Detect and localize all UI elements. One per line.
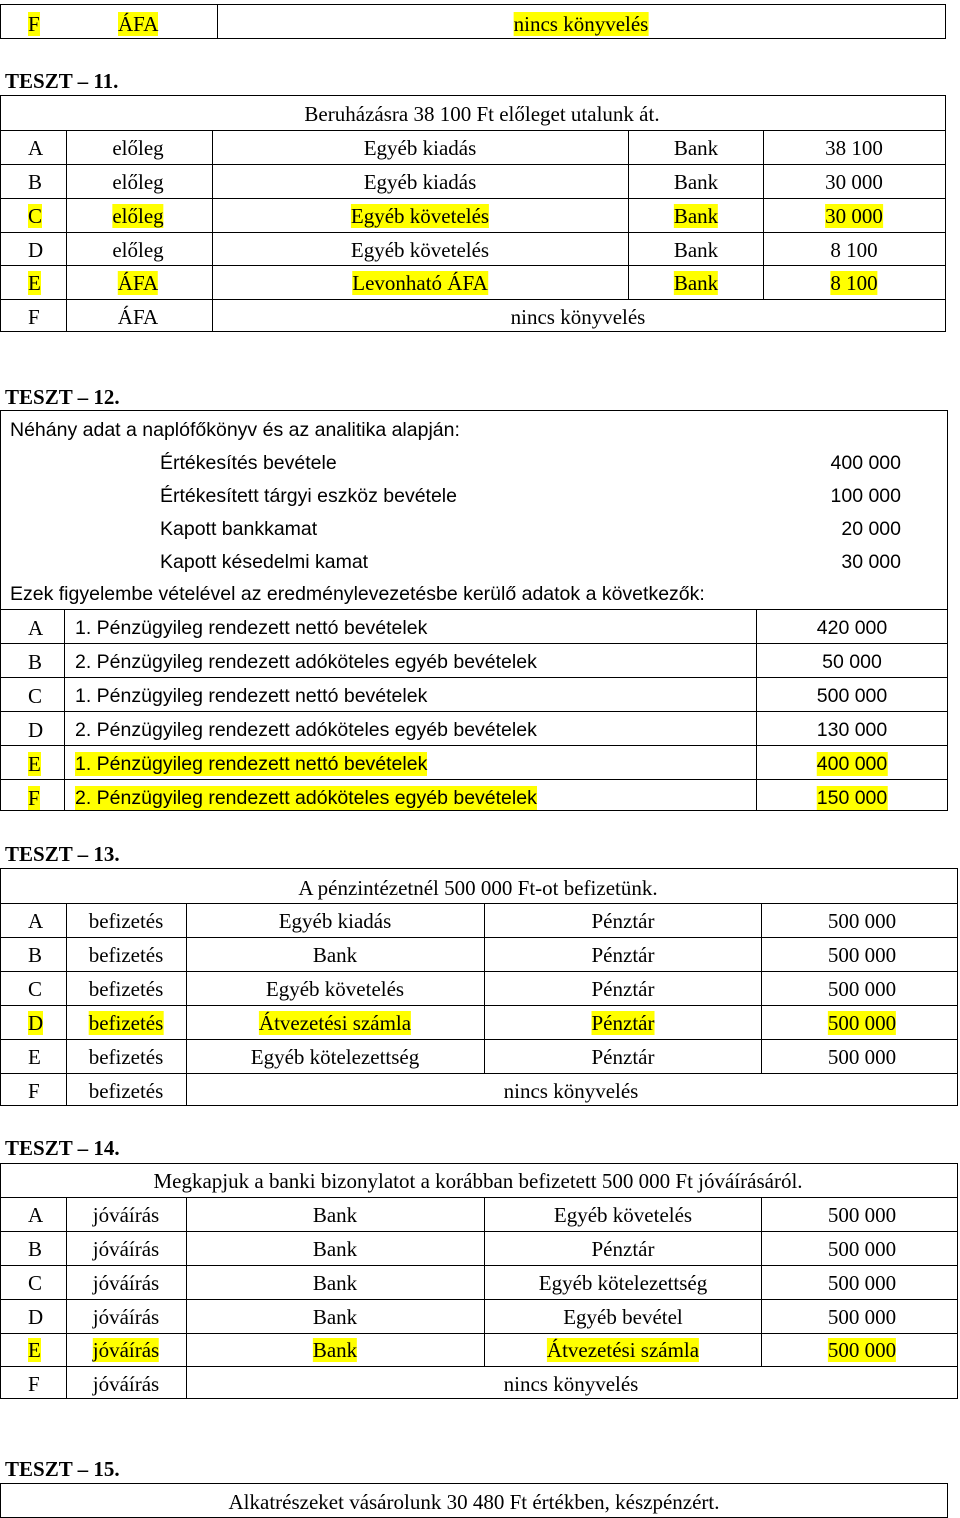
- row-line: [0, 971, 958, 972]
- test-14-title: TESZT – 14.: [5, 1136, 120, 1160]
- option-credit: Átvezetési számla: [546, 1338, 700, 1362]
- option-amount: 30 000: [825, 170, 883, 194]
- option-text: 1. Pénzügyileg rendezett nettó bevételek: [75, 617, 428, 639]
- option-debit: Bank: [312, 1338, 358, 1362]
- option-amount: 150 000: [816, 787, 888, 809]
- item-label: Értékesítés bevétele: [160, 452, 337, 474]
- option-amount: 38 100: [825, 136, 883, 160]
- option-amount: 8 100: [830, 271, 878, 295]
- option-debit: Egyéb kiadás: [363, 170, 477, 194]
- item-label: Értékesített tárgyi eszköz bevétele: [160, 485, 457, 507]
- option-letter: E: [28, 1045, 41, 1069]
- option-text: 2. Pénzügyileg rendezett adóköteles egyéb bevételek: [75, 719, 537, 741]
- option-letter: D: [28, 238, 44, 262]
- option-amount: 500 000: [827, 1305, 897, 1329]
- col-line: [761, 903, 762, 1073]
- test-11-title: TESZT – 11.: [5, 69, 119, 93]
- option-type: ÁFA: [118, 12, 159, 36]
- option-debit: Egyéb kötelezettség: [250, 1045, 420, 1069]
- option-letter: F: [28, 1372, 40, 1396]
- row-line: [0, 164, 946, 165]
- test-15-title: TESZT – 15.: [5, 1457, 120, 1481]
- option-letter: F: [28, 1079, 40, 1103]
- option-type: előleg: [112, 204, 164, 228]
- option-letter: C: [28, 977, 43, 1001]
- option-debit: Egyéb kiadás: [278, 909, 392, 933]
- option-letter: A: [28, 136, 44, 160]
- col-line: [761, 1197, 762, 1366]
- row-line: [0, 711, 948, 712]
- col-line: [763, 130, 764, 299]
- row-line: [0, 779, 948, 780]
- option-debit: Átvezetési számla: [258, 1011, 412, 1035]
- item-value: 100 000: [830, 485, 901, 507]
- divider: [217, 4, 218, 39]
- col-line: [186, 903, 187, 1106]
- option-letter: F: [28, 305, 40, 329]
- option-letter: C: [28, 204, 43, 228]
- option-credit: Bank: [673, 271, 719, 295]
- option-text: 2. Pénzügyileg rendezett adóköteles egyéb bevételek: [75, 651, 537, 673]
- item-value: 30 000: [841, 551, 901, 573]
- option-debit: Egyéb követelés: [350, 238, 490, 262]
- option-type: befizetés: [88, 943, 164, 967]
- item-label: Kapott késedelmi kamat: [160, 551, 369, 573]
- row-line: [0, 643, 948, 644]
- option-amount: 130 000: [816, 719, 888, 741]
- row-line: [0, 1265, 958, 1266]
- option-letter: E: [28, 752, 41, 776]
- option-no-entry: nincs könyvelés: [513, 12, 649, 36]
- option-no-entry: nincs könyvelés: [503, 1079, 639, 1103]
- option-credit: Egyéb követelés: [553, 1203, 693, 1227]
- option-credit: Pénztár: [591, 1237, 655, 1261]
- row-line: [0, 1197, 958, 1198]
- option-debit: Bank: [312, 943, 358, 967]
- option-amount: 500 000: [827, 1011, 897, 1035]
- option-type: befizetés: [88, 1045, 164, 1069]
- option-amount: 400 000: [816, 753, 888, 775]
- row-line: [0, 232, 946, 233]
- option-type: jóváírás: [92, 1372, 160, 1396]
- row-line: [0, 677, 948, 678]
- row-line: [0, 903, 958, 904]
- option-text: 1. Pénzügyileg rendezett nettó bevételek: [75, 753, 428, 775]
- row-line: [0, 130, 946, 131]
- col-line: [756, 609, 757, 811]
- col-line: [484, 903, 485, 1073]
- option-credit: Pénztár: [591, 977, 655, 1001]
- option-letter: E: [28, 1338, 41, 1362]
- option-type: befizetés: [88, 1079, 164, 1103]
- option-amount: 500 000: [827, 1045, 897, 1069]
- test-12-table: [0, 410, 948, 811]
- option-debit: Bank: [312, 1237, 358, 1261]
- option-letter: E: [28, 271, 41, 295]
- row-line: [0, 1299, 958, 1300]
- option-amount: 50 000: [822, 651, 882, 673]
- row-line: [0, 1366, 958, 1367]
- option-debit: Egyéb kiadás: [363, 136, 477, 160]
- option-amount: 500 000: [827, 977, 897, 1001]
- option-type: jóváírás: [92, 1338, 160, 1362]
- test-13-question: A pénzintézetnél 500 000 Ft-ot befizetünk.: [298, 876, 658, 900]
- row-line: [0, 609, 948, 610]
- option-amount: 500 000: [827, 1203, 897, 1227]
- option-debit: Egyéb követelés: [350, 204, 490, 228]
- option-debit: Egyéb követelés: [265, 977, 405, 1001]
- option-letter: A: [28, 1203, 44, 1227]
- option-amount: 500 000: [827, 909, 897, 933]
- col-line: [66, 130, 67, 332]
- option-type: ÁFA: [117, 271, 159, 295]
- option-amount: 30 000: [825, 204, 883, 228]
- row-line: [0, 1231, 958, 1232]
- option-credit: Bank: [673, 238, 719, 262]
- option-type: befizetés: [88, 909, 164, 933]
- test-14-question: Megkapjuk a banki bizonylatot a korábban befizetett 500 000 Ft jóváírásáról.: [153, 1169, 803, 1193]
- option-debit: Bank: [312, 1271, 358, 1295]
- row-line: [0, 745, 948, 746]
- option-credit: Egyéb kötelezettség: [538, 1271, 708, 1295]
- option-credit: Pénztár: [591, 943, 655, 967]
- row-line: [0, 1073, 958, 1074]
- option-credit: Bank: [673, 204, 719, 228]
- option-letter: D: [28, 718, 44, 742]
- option-credit: Bank: [673, 136, 719, 160]
- test-12-intro: Néhány adat a naplófőkönyv és az analitika alapján:: [10, 419, 460, 441]
- col-line: [628, 130, 629, 299]
- row-line: [0, 1005, 958, 1006]
- row-line: [0, 299, 946, 300]
- option-type: jóváírás: [92, 1271, 160, 1295]
- col-line: [186, 1197, 187, 1399]
- col-line: [66, 1197, 67, 1399]
- option-debit: Bank: [312, 1305, 358, 1329]
- option-amount: 8 100: [830, 238, 878, 262]
- option-letter: B: [28, 943, 43, 967]
- option-letter: A: [28, 909, 44, 933]
- row-line: [0, 1333, 958, 1334]
- option-credit: Pénztár: [591, 1045, 655, 1069]
- option-debit: Levonható ÁFA: [352, 271, 488, 295]
- test-13-title: TESZT – 13.: [5, 842, 120, 866]
- option-letter: B: [28, 1237, 43, 1261]
- option-letter: B: [28, 650, 43, 674]
- option-type: befizetés: [88, 977, 164, 1001]
- option-type: jóváírás: [92, 1203, 160, 1227]
- row-line: [0, 198, 946, 199]
- row-line: [0, 265, 946, 266]
- option-type: jóváírás: [92, 1237, 160, 1261]
- row-line: [0, 1039, 958, 1040]
- item-value: 20 000: [841, 518, 901, 540]
- option-type: ÁFA: [117, 305, 159, 329]
- test-15-question: Alkatrészeket vásárolunk 30 480 Ft értékben, készpénzért.: [228, 1490, 720, 1514]
- option-letter: F: [28, 786, 40, 810]
- option-letter: F: [28, 12, 40, 36]
- option-letter: B: [28, 170, 43, 194]
- col-line: [212, 130, 213, 332]
- option-credit: Pénztár: [591, 909, 655, 933]
- test-12-title: TESZT – 12.: [5, 385, 120, 409]
- option-type: előleg: [112, 238, 164, 262]
- option-amount: 500 000: [827, 1237, 897, 1261]
- option-type: befizetés: [88, 1011, 164, 1035]
- option-letter: A: [28, 616, 44, 640]
- option-amount: 500 000: [827, 943, 897, 967]
- option-letter: D: [28, 1305, 44, 1329]
- option-letter: D: [28, 1011, 44, 1035]
- option-amount: 500 000: [816, 685, 888, 707]
- col-line: [484, 1197, 485, 1366]
- option-letter: C: [28, 684, 43, 708]
- option-amount: 500 000: [827, 1271, 897, 1295]
- option-text: 2. Pénzügyileg rendezett adóköteles egyéb bevételek: [75, 787, 537, 809]
- test-12-conclusion: Ezek figyelembe vételével az eredménylevezetésbe kerülő adatok a következők:: [10, 583, 705, 605]
- item-value: 400 000: [830, 452, 901, 474]
- option-credit: Bank: [673, 170, 719, 194]
- row-line: [0, 937, 958, 938]
- item-label: Kapott bankkamat: [160, 518, 318, 540]
- option-amount: 500 000: [827, 1338, 897, 1362]
- option-type: jóváírás: [92, 1305, 160, 1329]
- option-amount: 420 000: [816, 617, 888, 639]
- option-letter: C: [28, 1271, 43, 1295]
- option-type: előleg: [112, 170, 164, 194]
- option-credit: Egyéb bevétel: [563, 1305, 683, 1329]
- option-credit: Pénztár: [591, 1011, 655, 1035]
- option-no-entry: nincs könyvelés: [510, 305, 646, 329]
- option-type: előleg: [112, 136, 164, 160]
- option-no-entry: nincs könyvelés: [503, 1372, 639, 1396]
- test-11-question: Beruházásra 38 100 Ft előleget utalunk át.: [304, 102, 660, 126]
- col-line: [66, 903, 67, 1106]
- col-line: [64, 609, 65, 811]
- option-text: 1. Pénzügyileg rendezett nettó bevételek: [75, 685, 428, 707]
- option-debit: Bank: [312, 1203, 358, 1227]
